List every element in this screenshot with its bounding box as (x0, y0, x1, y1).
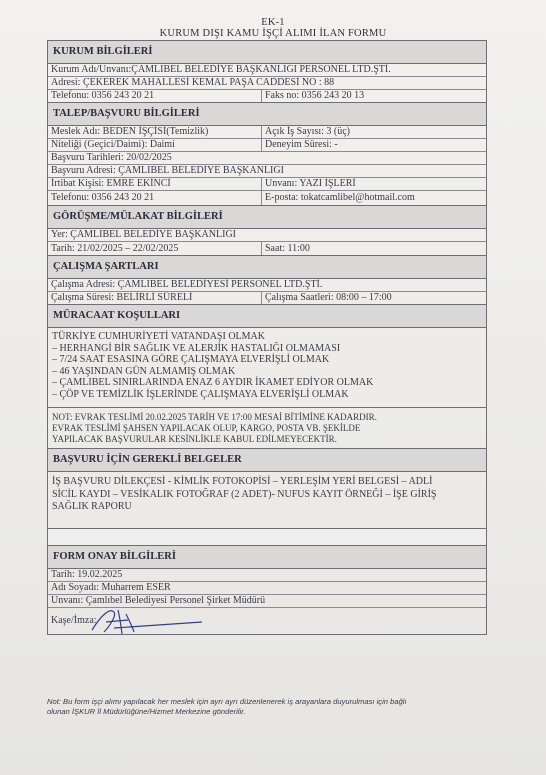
talep-meslek: Meslek Adı: BEDEN İŞÇİSİ(Temizlik) (51, 126, 209, 137)
kurum-fax: Faks no: 0356 243 20 13 (261, 90, 486, 102)
muracaat-item: – 46 YAŞINDAN GÜN ALMAMIŞ OLMAK (52, 365, 236, 377)
belgeler-line: İŞ BAŞVURU DİLEKÇESİ - KİMLİK FOTOKOPİSİ – YERLEŞİM YERİ BELGESİ – ADLİ (52, 476, 433, 487)
talep-unvan: Unvanı: YAZI İŞLERİ (261, 178, 486, 190)
section-talep-title: TALEP/BAŞVURU BİLGİLERİ (48, 103, 486, 126)
form-code: EK-1 (261, 17, 285, 28)
calisma-saatler: Çalışma Saatleri: 08:00 – 17:00 (261, 292, 486, 304)
talep-basvuru-tarihleri: Başvuru Tarihleri: 20/02/2025 (51, 152, 172, 163)
muracaat-list (48, 328, 486, 408)
talep-nitelik: Niteliği (Geçici/Daimi): Daimi (51, 139, 175, 150)
muracaat-item: – ÇAMLIBEL SINIRLARINDA ENAZ 6 AYDIR İKAMET EDİYOR OLMAK (52, 377, 374, 389)
talep-deneyim: Deneyim Süresi: - (261, 139, 486, 151)
onay-unvan: Unvanı: Çamlıbel Belediyesi Personel Şirket Müdürü (51, 595, 266, 606)
talep-eposta: E-posta: tokatcamlibel@hotmail.com (261, 191, 486, 205)
footnote-line: Not: Bu form işçi alımı yapılacak her meslek için ayrı ayrı düzenlenerek iş arayanlara duyurulması için bağlı (47, 697, 407, 706)
calisma-adres: Çalışma Adresi: ÇAMLIBEL BELEDİYESİ PERSONEL LTD.ŞTİ. (51, 279, 323, 290)
blank-row (48, 529, 486, 546)
section-muracaat-title: MÜRACAAT KOŞULLARI (48, 305, 486, 328)
section-kurum-title: KURUM BİLGİLERİ (48, 41, 486, 64)
gorusme-yer: Yer: ÇAMLIBEL BELEDİYE BAŞKANLIĞI (51, 229, 236, 240)
onay-tarih: Tarih: 19.02.2025 (51, 569, 123, 580)
kase-label: Kaşe/İmza: (51, 615, 97, 626)
belgeler-line: SİCİL KAYDI – VESİKALIK FOTOĞRAF (2 ADET)- NUFUS KAYIT ÖRNEĞİ – İŞE GİRİŞ (52, 488, 437, 500)
talep-basvuru-adresi: Başvuru Adresi: ÇAMLIBEL BELEDİYE BAŞKANLIĞI (51, 165, 284, 176)
muracaat-item: – ÇÖP VE TEMİZLİK İŞLERİNDE ÇALIŞMAYA ELVERİŞLİ OLMAK (52, 388, 349, 400)
talep-irtibat: İrtibat Kişisi: EMRE EKİNCİ (51, 178, 171, 189)
kurum-phone: Telefonu: 0356 243 20 21 (51, 90, 155, 101)
talep-acik-is: Açık İş Sayısı: 3 (üç) (261, 126, 486, 138)
muracaat-item: – HERHANGİ BİR SAĞLIK VE ALERJİK HASTALIĞI OLMAMASI (52, 342, 341, 354)
section-onay-title: FORM ONAY BİLGİLERİ (48, 546, 486, 569)
belgeler-text (48, 472, 486, 529)
calisma-sure: Çalışma Süresi: BELİRLİ SÜRELİ (51, 292, 193, 303)
section-calisma-title: ÇALIŞMA ŞARTLARI (48, 256, 486, 279)
footnote-line: olunan İŞKUR İl Müdürlüğüne/Hizmet Merkezine gönderilir. (47, 707, 246, 716)
note-line: EVRAK TESLİMİ ŞAHSEN YAPILACAK OLUP, KARGO, POSTA VB. ŞEKİLDE (52, 423, 361, 433)
gorusme-tarih: Tarih: 21/02/2025 – 22/02/2025 (51, 243, 179, 254)
muracaat-item: – 7/24 SAAT ESASINA GÖRE ÇALIŞMAYA ELVERİŞLİ OLMAK (52, 354, 330, 366)
form-title: KURUM DIŞI KAMU İŞÇİ ALIMI İLAN FORMU (159, 28, 387, 39)
announcement-form (47, 40, 487, 635)
note-line: NOT: EVRAK TESLİMİ 20.02.2025 TARİH VE 17:00 MESAİ BİTİMİNE KADARDIR. (52, 412, 377, 422)
talep-telefon: Telefonu: 0356 243 20 21 (51, 192, 155, 203)
kurum-address: Adresi: ÇEKEREK MAHALLESİ KEMAL PAŞA CADDESİ NO : 88 (51, 77, 335, 88)
onay-kase-imza (48, 608, 486, 634)
footnote (47, 697, 497, 717)
muracaat-note (48, 408, 486, 449)
signature-icon (84, 604, 204, 638)
belgeler-line: SAĞLIK RAPORU (52, 501, 132, 512)
onay-adsoyad: Adı Soyadı: Muharrem ESER (51, 582, 171, 593)
section-gorusme-title: GÖRÜŞME/MÜLAKAT BİLGİLERİ (48, 206, 486, 229)
note-line: YAPILACAK BAŞVURULAR KESİNLİKLE KABUL EDİLMEYECEKTİR. (52, 434, 337, 444)
kurum-name: Kurum Adı/Unvanı:ÇAMLIBEL BELEDİYE BAŞKANLIĞI PERSONEL LTD.ŞTİ. (51, 64, 391, 75)
muracaat-item: TÜRKİYE CUMHURİYETİ VATANDAŞI OLMAK (52, 331, 265, 342)
gorusme-saat: Saat: 11:00 (261, 242, 486, 255)
section-belgeler-title: BAŞVURU İÇİN GEREKLİ BELGELER (48, 449, 486, 472)
